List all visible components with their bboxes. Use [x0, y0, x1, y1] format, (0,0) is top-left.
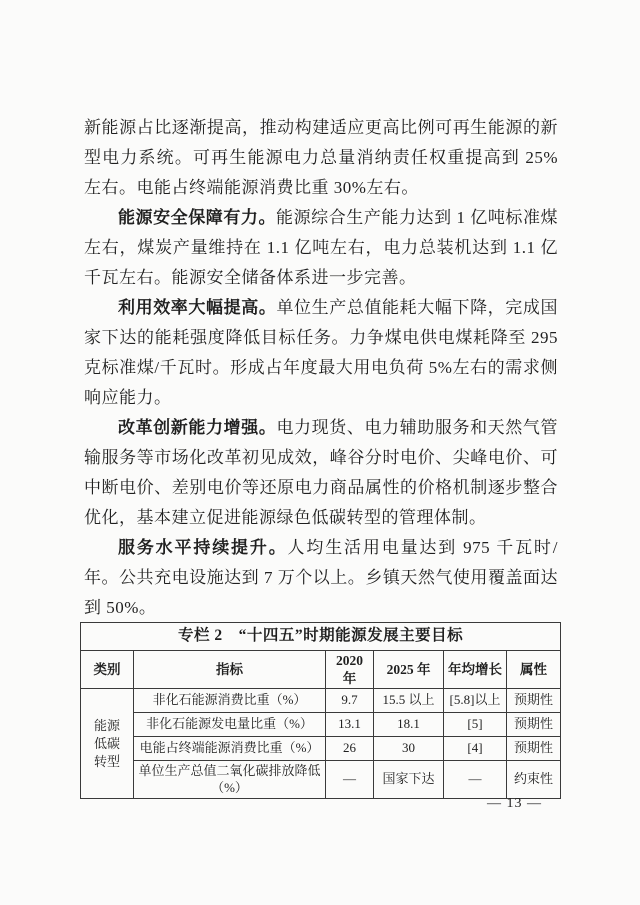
paragraph	[84, 113, 558, 203]
value-2025-cell: 30	[374, 737, 444, 761]
growth-cell: [5.8]以上	[444, 689, 507, 713]
goals-table	[80, 622, 561, 799]
paragraph	[84, 293, 558, 413]
category-line: 能源	[93, 717, 120, 733]
value-2025-cell: 国家下达	[374, 761, 444, 799]
attribute-cell: 预期性	[507, 689, 561, 713]
paragraph-lead: 改革创新能力增强。	[118, 418, 277, 437]
growth-cell: [4]	[444, 737, 507, 761]
paragraph-lead: 能源安全保障有力。	[118, 208, 277, 227]
header-attribute: 属性	[507, 651, 561, 689]
growth-cell: —	[444, 761, 507, 799]
paragraph	[84, 203, 558, 293]
header-indicator: 指标	[134, 651, 326, 689]
value-2020-cell: 9.7	[326, 689, 374, 713]
attribute-cell: 预期性	[507, 713, 561, 737]
paragraph-text: 新能源占比逐渐提高，推动构建适应更高比例可再生能源的新型电力系统。可再生能源电力总量消纳责任权重提高到 25%左右。电能占终端能源消费比重 30%左右。	[84, 118, 558, 197]
value-2020-cell: 13.1	[326, 713, 374, 737]
body-text-block	[84, 113, 558, 623]
category-line: 低碳	[93, 735, 120, 751]
growth-cell: [5]	[444, 713, 507, 737]
indicator-cell: 非化石能源发电量比重（%）	[134, 713, 326, 737]
table-row	[81, 761, 561, 799]
table-title: 专栏 2 “十四五”时期能源发展主要目标	[81, 623, 561, 651]
value-2025-cell: 18.1	[374, 713, 444, 737]
value-2025-cell: 15.5 以上	[374, 689, 444, 713]
category-line: 转型	[93, 753, 120, 769]
indicator-cell: 非化石能源消费比重（%）	[134, 689, 326, 713]
paragraph-text: 电力现货、电力辅助服务和天然气管输服务等市场化改革初见成效，峰谷分时电价、尖峰电价、可中断电价、差别电价等还原电力商品属性的价格机制逐步整合优化，基本建立促进能源绿色低碳转型的管理体制。	[84, 418, 558, 527]
paragraph-lead: 利用效率大幅提高。	[118, 298, 277, 317]
value-2020-cell: 26	[326, 737, 374, 761]
table-row	[81, 689, 561, 713]
paragraph	[84, 533, 558, 623]
table-row	[81, 737, 561, 761]
indicator-cell: 电能占终端能源消费比重（%）	[134, 737, 326, 761]
paragraph	[84, 413, 558, 533]
value-2020-cell: —	[326, 761, 374, 799]
header-category: 类别	[81, 651, 134, 689]
page-number: — 13 —	[487, 796, 542, 811]
attribute-cell: 约束性	[507, 761, 561, 799]
paragraph-text: 单位生产总值能耗大幅下降，完成国家下达的能耗强度降低目标任务。力争煤电供电煤耗降至 295 克标准煤/千瓦时。形成占年度最大用电负荷 5%左右的需求侧响应能力。	[84, 298, 558, 407]
table-row	[81, 713, 561, 737]
header-2025: 2025 年	[374, 651, 444, 689]
paragraph-text: 人均生活用电量达到 975 千瓦时/年。公共充电设施达到 7 万个以上。乡镇天然气使用覆盖面达到 50%。	[84, 538, 558, 617]
header-annual-growth: 年均增长	[444, 651, 507, 689]
table-title-row	[81, 623, 561, 651]
indicator-cell: 单位生产总值二氧化碳排放降低（%）	[134, 761, 326, 799]
table-header-row	[81, 651, 561, 689]
paragraph-text: 能源综合生产能力达到 1 亿吨标准煤左右，煤炭产量维持在 1.1 亿吨左右，电力总装机达到 1.1 亿千瓦左右。能源安全储备体系进一步完善。	[84, 208, 559, 287]
attribute-cell: 预期性	[507, 737, 561, 761]
category-cell	[81, 689, 134, 799]
header-2020: 2020 年	[326, 651, 374, 689]
paragraph-lead: 服务水平持续提升。	[118, 538, 288, 557]
